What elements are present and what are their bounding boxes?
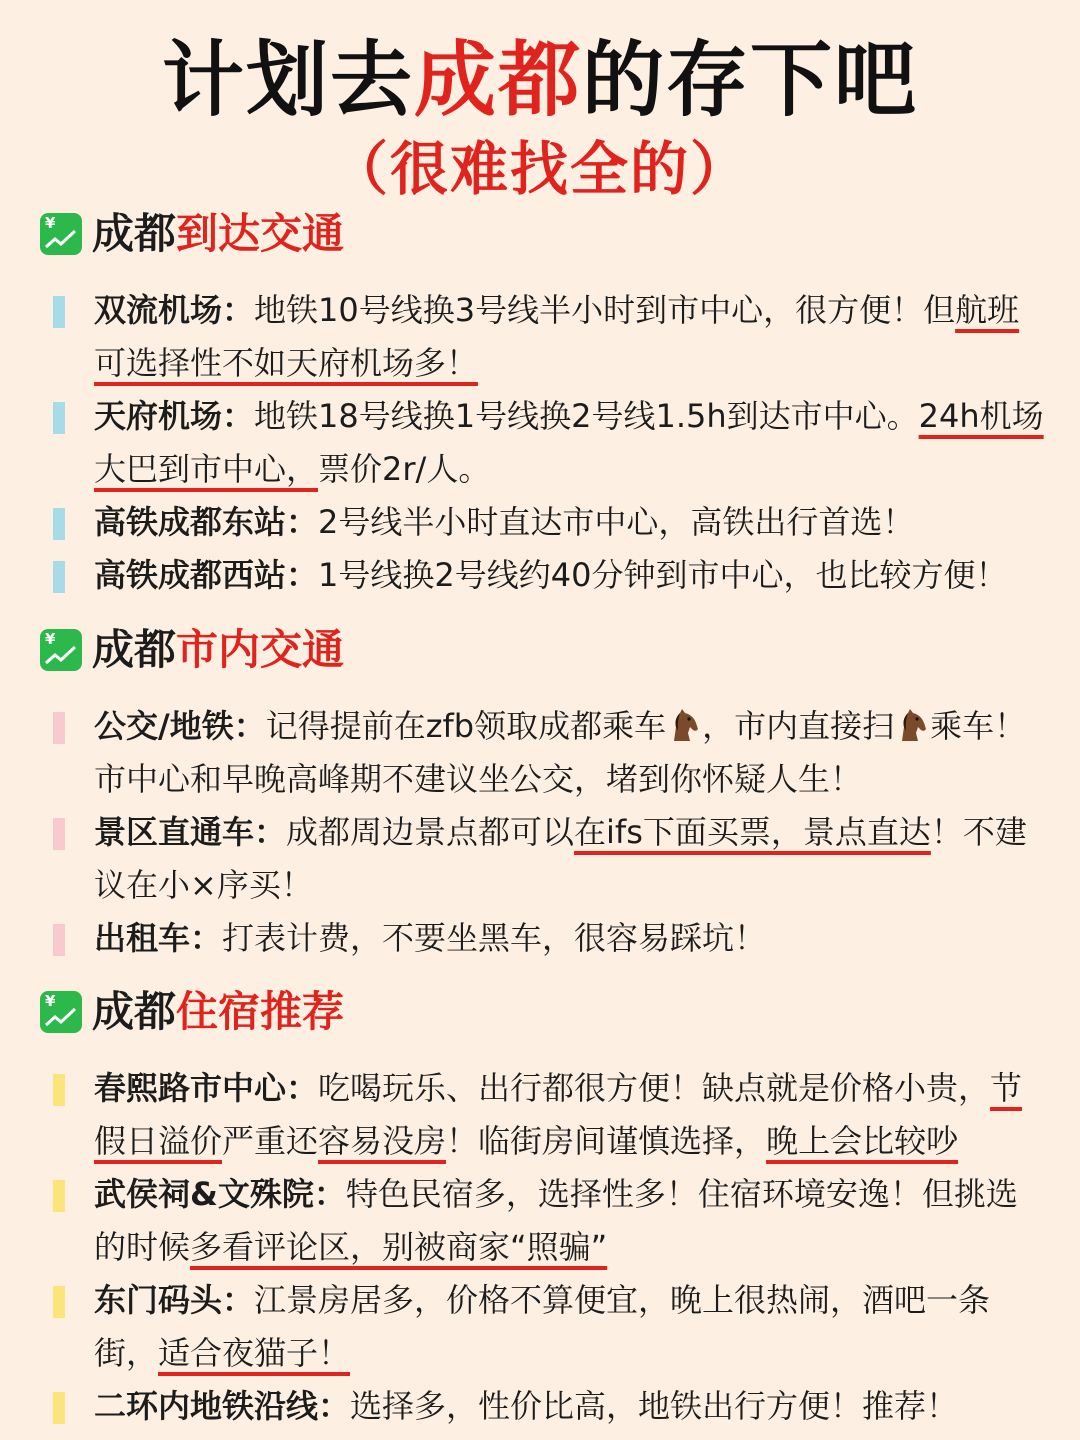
item-underline: 在ifs下面买票，景点直达 <box>574 813 931 851</box>
bullet-bar <box>53 712 65 744</box>
item-key: 武侯祠&文殊院： <box>94 1175 346 1213</box>
item-underline: 多看评论区，别被商家“照骗” <box>190 1228 608 1266</box>
item-key: 二环内地铁沿线： <box>94 1387 351 1425</box>
list-item <box>0 1062 1080 1168</box>
horse-icon <box>666 707 702 743</box>
item-text: 记得提前在zfb领取成都乘车 <box>265 707 667 745</box>
item-text: 打表计费，不要坐黑车，很容易踩坑！ <box>222 919 767 957</box>
section-title-black: 成都 <box>92 987 177 1036</box>
bullet-bar <box>53 1074 65 1106</box>
section-arrival-transport <box>0 204 1080 602</box>
title-part2: 的存下吧 <box>582 33 919 128</box>
bullet-bar <box>53 1180 65 1212</box>
header <box>0 34 1080 202</box>
bullet-bar <box>53 402 65 434</box>
item-key: 景区直通车： <box>94 813 287 851</box>
item-key: 高铁成都西站： <box>94 556 319 594</box>
item-text: 严重还 <box>222 1122 319 1160</box>
section-title-red: 住宿推荐 <box>176 987 345 1036</box>
list-item <box>0 1168 1080 1274</box>
item-key: 东门码头： <box>94 1281 255 1319</box>
item-text: 地铁10号线换3号线半小时到市中心，很方便！但 <box>254 291 956 329</box>
list-item <box>0 1274 1080 1380</box>
item-underline: 适合夜猫子！ <box>158 1334 351 1372</box>
section-title-black: 成都 <box>92 625 177 674</box>
list-item <box>0 284 1080 390</box>
yen-chart-icon: ¥ <box>40 213 82 255</box>
item-underline: 24h机场大巴到市中心， <box>94 397 1044 488</box>
item-text: 1号线换2号线约40分钟到市中心，也比较方便！ <box>318 556 1008 594</box>
title-part1: 计划去 <box>161 33 414 128</box>
item-text: 乘车！市中心和早晚高峰期不建议坐公交，堵到你怀疑人生！ <box>94 707 1027 798</box>
bullet-bar <box>53 924 65 956</box>
section-header <box>0 620 1080 680</box>
bullet-bar <box>53 1392 65 1424</box>
bullet-bar <box>53 818 65 850</box>
title-highlight: 成都 <box>413 33 582 128</box>
item-text: 选择多，性价比高，地铁出行方便！推荐！ <box>350 1387 959 1425</box>
section-title <box>92 987 345 1036</box>
item-text: 2号线半小时直达市中心，高铁出行首选！ <box>318 503 915 541</box>
list-item <box>0 806 1080 912</box>
section-title-red: 到达交通 <box>176 209 345 258</box>
section-title-red: 市内交通 <box>176 625 345 674</box>
yen-chart-icon: ¥ <box>40 629 82 671</box>
section-header <box>0 982 1080 1042</box>
item-text: ！临街房间谨慎选择， <box>446 1122 767 1160</box>
item-text: ！不建议在小×序买！ <box>94 813 1027 904</box>
item-key: 天府机场： <box>94 397 255 435</box>
item-text: 吃喝玩乐、出行都很方便！缺点就是价格小贵， <box>318 1069 991 1107</box>
yen-chart-icon: ¥ <box>40 991 82 1033</box>
list-item <box>0 1380 1080 1433</box>
list-item <box>0 390 1080 496</box>
bullet-bar <box>53 296 65 328</box>
item-underline: 容易没房 <box>318 1122 447 1160</box>
section-title <box>92 209 345 258</box>
bullet-bar <box>53 508 65 540</box>
item-key: 出租车： <box>94 919 223 957</box>
list-item <box>0 496 1080 549</box>
item-underline: 航班可选择性不如天府机场多！ <box>94 291 1020 382</box>
item-text: 成都周边景点都可以 <box>286 813 575 851</box>
item-text: 江景房居多，价格不算便宜，晚上很热闹，酒吧一条街， <box>94 1281 991 1372</box>
item-key: 高铁成都东站： <box>94 503 319 541</box>
section-title-black: 成都 <box>92 209 177 258</box>
list-item <box>0 912 1080 965</box>
item-key: 公交/地铁： <box>94 707 266 745</box>
section-accommodation <box>0 982 1080 1433</box>
page-subtitle: （很难找全的） <box>329 135 750 204</box>
item-underline: 节假日溢价 <box>94 1069 1023 1160</box>
section-title <box>92 625 345 674</box>
section-header <box>0 204 1080 264</box>
page-title <box>0 34 1080 128</box>
bullet-bar <box>53 1286 65 1318</box>
list-item <box>0 549 1080 602</box>
section-city-transport <box>0 620 1080 965</box>
item-key: 双流机场： <box>94 291 255 329</box>
item-underline: 晚上会比较吵 <box>766 1122 959 1160</box>
item-text: 特色民宿多，选择性多！住宿环境安逸！但挑选的时候 <box>94 1175 1018 1266</box>
item-text: ，市内直接扫 <box>702 707 895 745</box>
item-text: 票价2r/人。 <box>318 450 491 488</box>
list-item <box>0 700 1080 806</box>
item-text: 地铁18号线换1号线换2号线1.5h到达市中心。 <box>254 397 919 435</box>
horse-icon <box>894 707 930 743</box>
bullet-bar <box>53 561 65 593</box>
item-key: 春熙路市中心： <box>94 1069 319 1107</box>
